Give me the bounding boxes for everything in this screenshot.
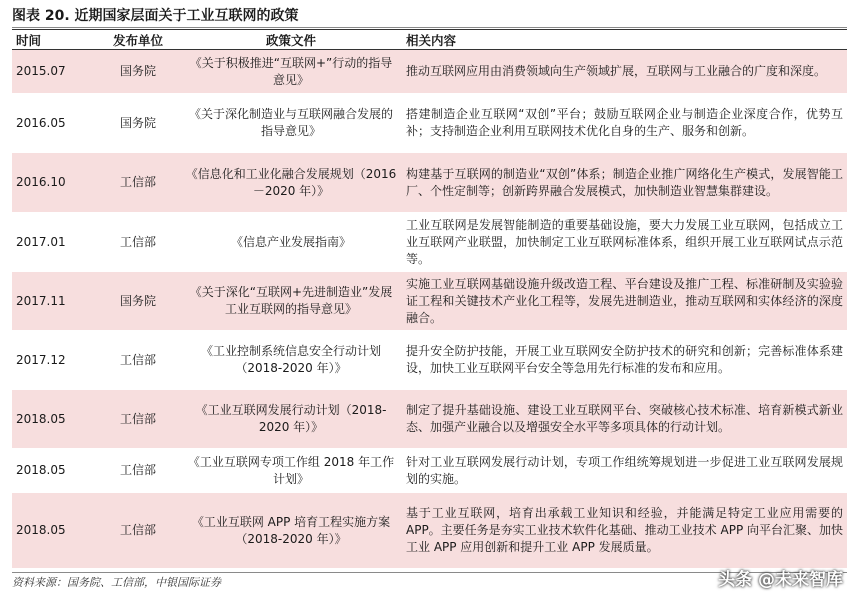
cell-doc: 《工业互联网专项工作组 2018 年工作计划》 [180, 449, 402, 493]
cell-unit: 工信部 [96, 493, 180, 569]
table-row [12, 449, 847, 493]
cell-content: 搭建制造企业互联网“双创”平台；鼓励互联网企业与制造企业深度合作，优势互补；支持制造企业利用互联网技术优化自身的生产、服务和创新。 [402, 94, 847, 153]
source-note: 资料来源：国务院、工信部，中银国际证券 [12, 572, 847, 593]
table-header-row [12, 30, 847, 50]
cell-content: 提升安全防护技能，开展工业互联网安全防护技术的研究和创新；完善标准体系建设，加快工业互联网平台安全等急用先行标准的发布和应用。 [402, 331, 847, 390]
cell-doc: 《工业互联网 APP 培育工程实施方案（2018-2020 年）》 [180, 493, 402, 569]
header-doc: 政策文件 [180, 30, 402, 50]
cell-doc: 《关于积极推进“互联网+”行动的指导意见》 [180, 50, 402, 94]
cell-unit: 工信部 [96, 390, 180, 449]
cell-doc: 《关于深化“互联网+先进制造业”发展工业互联网的指导意见》 [180, 272, 402, 331]
header-unit: 发布单位 [96, 30, 180, 50]
header-content: 相关内容 [402, 30, 847, 50]
cell-unit: 工信部 [96, 449, 180, 493]
header-time: 时间 [12, 30, 96, 50]
cell-doc: 《信息产业发展指南》 [180, 213, 402, 272]
cell-content: 基于工业互联网，培育出承载工业知识和经验，并能满足特定工业应用需要的 APP。主要任务是夯实工业技术软件化基础、推动工业技术 APP 向平台汇聚、加快工业 APP 应用创新和提升工业 APP 发展质量。 [402, 493, 847, 569]
policy-table [12, 29, 847, 569]
cell-unit: 工信部 [96, 153, 180, 213]
cell-unit: 国务院 [96, 50, 180, 94]
table-row [12, 272, 847, 331]
cell-time: 2018.05 [12, 390, 96, 449]
cell-doc: 《关于深化制造业与互联网融合发展的指导意见》 [180, 94, 402, 153]
cell-unit: 国务院 [96, 272, 180, 331]
cell-unit: 工信部 [96, 213, 180, 272]
table-row [12, 213, 847, 272]
cell-time: 2017.01 [12, 213, 96, 272]
table-row [12, 390, 847, 449]
cell-content: 构建基于互联网的制造业“双创”体系；制造企业推广网络化生产模式，发展智能工厂、个性定制等；创新跨界融合发展模式，加快制造业智慧集群建设。 [402, 153, 847, 213]
figure-title: 图表 20. 近期国家层面关于工业互联网的政策 [12, 5, 847, 28]
cell-content: 工业互联网是发展智能制造的重要基础设施，要大力发展工业互联网，包括成立工业互联网产业联盟，加快制定工业互联网标准体系，组织开展工业互联网试点示范等。 [402, 213, 847, 272]
cell-time: 2018.05 [12, 493, 96, 569]
cell-content: 实施工业互联网基础设施升级改造工程、平台建设及推广工程、标准研制及实验验证工程和关键技术产业化工程等，发展先进制造业，推动互联网和实体经济的深度融合。 [402, 272, 847, 331]
cell-time: 2016.05 [12, 94, 96, 153]
cell-time: 2015.07 [12, 50, 96, 94]
table-row [12, 153, 847, 213]
cell-time: 2017.12 [12, 331, 96, 390]
cell-unit: 国务院 [96, 94, 180, 153]
cell-doc: 《工业控制系统信息安全行动计划（2018-2020 年）》 [180, 331, 402, 390]
table-row [12, 50, 847, 94]
cell-doc: 《工业互联网发展行动计划（2018-2020 年）》 [180, 390, 402, 449]
cell-content: 推动互联网应用由消费领域向生产领域扩展，互联网与工业融合的广度和深度。 [402, 50, 847, 94]
watermark: 头条 @未来智库 [718, 570, 843, 590]
table-row [12, 493, 847, 569]
cell-content: 制定了提升基础设施、建设工业互联网平台、突破核心技术标准、培育新模式新业态、加强产业融合以及增强安全水平等多项具体的行动计划。 [402, 390, 847, 449]
table-row [12, 331, 847, 390]
cell-doc: 《信息化和工业化融合发展规划（2016－2020 年）》 [180, 153, 402, 213]
cell-unit: 工信部 [96, 331, 180, 390]
cell-time: 2016.10 [12, 153, 96, 213]
cell-time: 2018.05 [12, 449, 96, 493]
table-row [12, 94, 847, 153]
cell-time: 2017.11 [12, 272, 96, 331]
cell-content: 针对工业互联网发展行动计划，专项工作组统筹规划进一步促进工业互联网发展规划的实施。 [402, 449, 847, 493]
